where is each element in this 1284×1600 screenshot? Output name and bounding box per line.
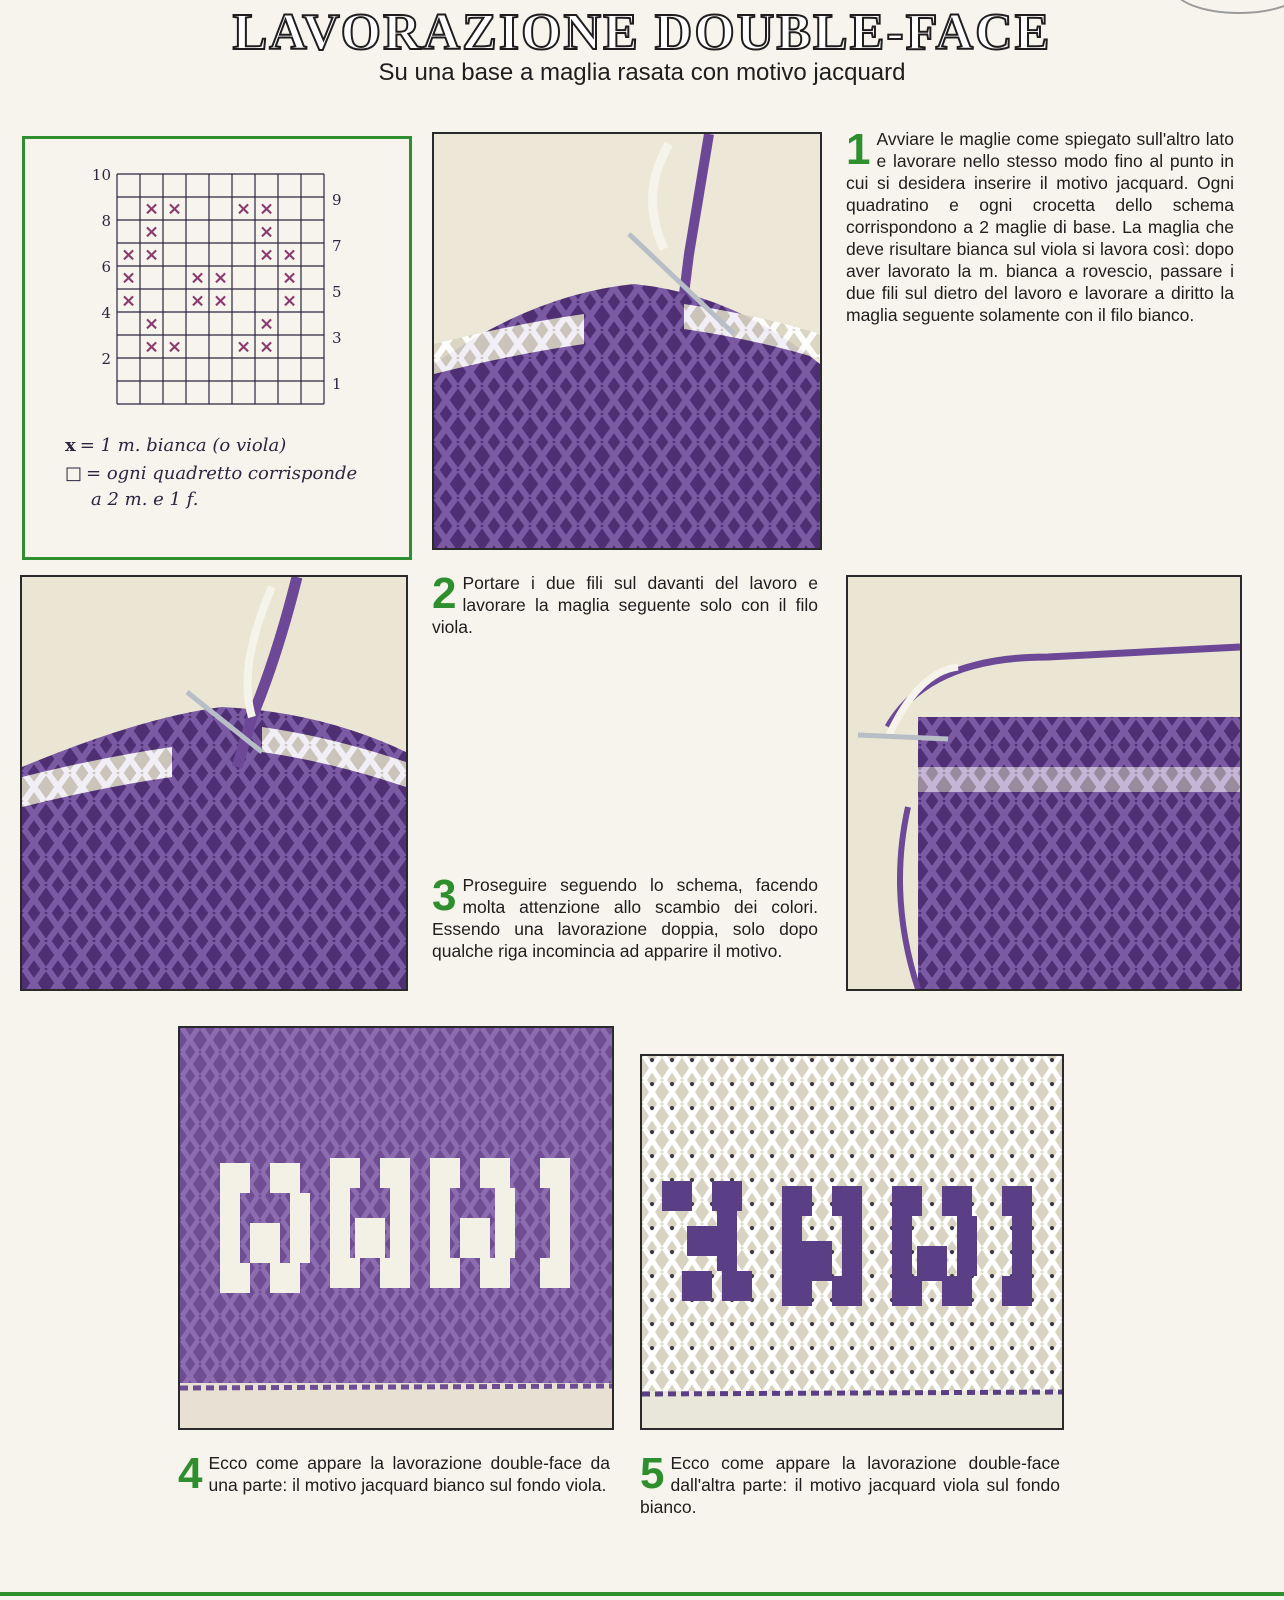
chart-cross-mark: × bbox=[281, 290, 298, 312]
knitting-photo-3 bbox=[848, 577, 1240, 989]
page-subtitle: Su una base a maglia rasata con motivo jacquard bbox=[378, 59, 906, 86]
chart-row-label-right: 7 bbox=[332, 237, 342, 255]
chart-row-label-right: 1 bbox=[332, 375, 342, 393]
chart-row-label-left: 4 bbox=[101, 304, 111, 322]
photo-step-5 bbox=[640, 1054, 1064, 1430]
step-5 bbox=[640, 1449, 1060, 1518]
chart-cross-mark: × bbox=[235, 336, 252, 358]
chart-cross-mark: × bbox=[143, 336, 160, 358]
page-title: LAVORAZIONE DOUBLE-FACE bbox=[232, 4, 1052, 61]
step-1-number: 1 bbox=[846, 125, 871, 174]
chart-cross-mark: × bbox=[258, 336, 275, 358]
step-3 bbox=[432, 871, 818, 962]
step-4-text: Ecco come appare la lavorazione double-face da una parte: il motivo jacquard bianco sul fondo viola. bbox=[208, 1453, 610, 1495]
legend-square-line2 bbox=[91, 489, 198, 510]
legend-cross-text: = 1 m. bianca (o viola) bbox=[79, 435, 287, 456]
chart-cross-mark: × bbox=[258, 221, 275, 243]
legend-square-text-2: a 2 m. e 1 f. bbox=[91, 489, 199, 510]
chart-cross-mark: × bbox=[281, 244, 298, 266]
chart-cross-mark: × bbox=[120, 267, 137, 289]
jacquard-chart bbox=[25, 139, 409, 439]
chart-cross-mark: × bbox=[120, 290, 137, 312]
step-2-number: 2 bbox=[432, 569, 457, 618]
chart-cross-mark: × bbox=[189, 267, 206, 289]
chart-cross-mark: × bbox=[212, 290, 229, 312]
chart-cross-mark: × bbox=[258, 198, 275, 220]
chart-row-label-left: 2 bbox=[101, 350, 111, 368]
footer-line bbox=[0, 1592, 1284, 1596]
chart-row-label-left: 8 bbox=[101, 212, 111, 230]
legend-square bbox=[65, 463, 357, 484]
chart-cross-mark: × bbox=[258, 244, 275, 266]
square-symbol: □ bbox=[65, 463, 83, 484]
knitting-photo-4 bbox=[180, 1028, 612, 1428]
photo-step-3 bbox=[846, 575, 1242, 991]
step-2 bbox=[432, 569, 818, 638]
step-1-text: Avviare le maglie come spiegato sull'altro lato e lavorare nello stesso modo fino al punto in cui si desidera inserire il motivo jacquard. Ogni quadratino e ogni crocetta dello schema corrispondono a 2 maglie di base. La maglia che deve risultare bianca sul viola si lavora così: dopo aver lavorato la m. bianca a rovescio, passare i due fili sul dietro del lavoro e lavorare a diritto la maglia seguente solamente con il filo bianco. bbox=[846, 129, 1234, 325]
chart-row-label-right: 5 bbox=[332, 283, 342, 301]
knitting-photo-1 bbox=[434, 134, 820, 548]
chart-cross-mark: × bbox=[120, 244, 137, 266]
chart-cross-mark: × bbox=[143, 244, 160, 266]
chart-cross-mark: × bbox=[143, 198, 160, 220]
chart-cross-mark: × bbox=[258, 313, 275, 335]
legend-cross bbox=[65, 435, 286, 456]
step-2-text: Portare i due fili sul davanti del lavoro e lavorare la maglia seguente solo con il filo viola. bbox=[432, 573, 818, 637]
chart-cross-mark: × bbox=[143, 221, 160, 243]
chart-cross-mark: × bbox=[212, 267, 229, 289]
legend-square-text-1: = ogni quadretto corrisponde bbox=[86, 463, 358, 484]
chart-cross-mark: × bbox=[189, 290, 206, 312]
step-4-number: 4 bbox=[178, 1449, 203, 1498]
step-5-number: 5 bbox=[640, 1449, 665, 1498]
photo-step-4 bbox=[178, 1026, 614, 1430]
knitting-photo-5 bbox=[642, 1056, 1062, 1428]
step-3-number: 3 bbox=[432, 871, 457, 920]
step-3-text: Proseguire seguendo lo schema, facendo molta attenzione allo scambio dei colori. Essendo una lavorazione doppia, solo dopo qualche riga incomincia ad apparire il motivo. bbox=[432, 875, 818, 961]
chart-row-label-right: 9 bbox=[332, 191, 342, 209]
knitting-photo-2 bbox=[22, 577, 406, 989]
chart-cross-mark: × bbox=[143, 313, 160, 335]
step-4 bbox=[178, 1449, 610, 1498]
step-5-text: Ecco come appare la lavorazione double-face dall'altra parte: il motivo jacquard viola sul fondo bianco. bbox=[640, 1453, 1060, 1517]
chart-cross-mark: × bbox=[166, 198, 183, 220]
chart-row-label-left: 6 bbox=[101, 258, 111, 276]
chart-cross-mark: × bbox=[235, 198, 252, 220]
chart-cross-mark: × bbox=[166, 336, 183, 358]
jacquard-chart-box bbox=[22, 136, 412, 560]
chart-cross-mark: × bbox=[281, 267, 298, 289]
chart-row-label-left: 10 bbox=[91, 166, 111, 184]
photo-step-1 bbox=[432, 132, 822, 550]
photo-step-2 bbox=[20, 575, 408, 991]
step-1 bbox=[846, 125, 1234, 326]
cross-symbol: x bbox=[65, 435, 76, 456]
chart-row-label-right: 3 bbox=[332, 329, 342, 347]
